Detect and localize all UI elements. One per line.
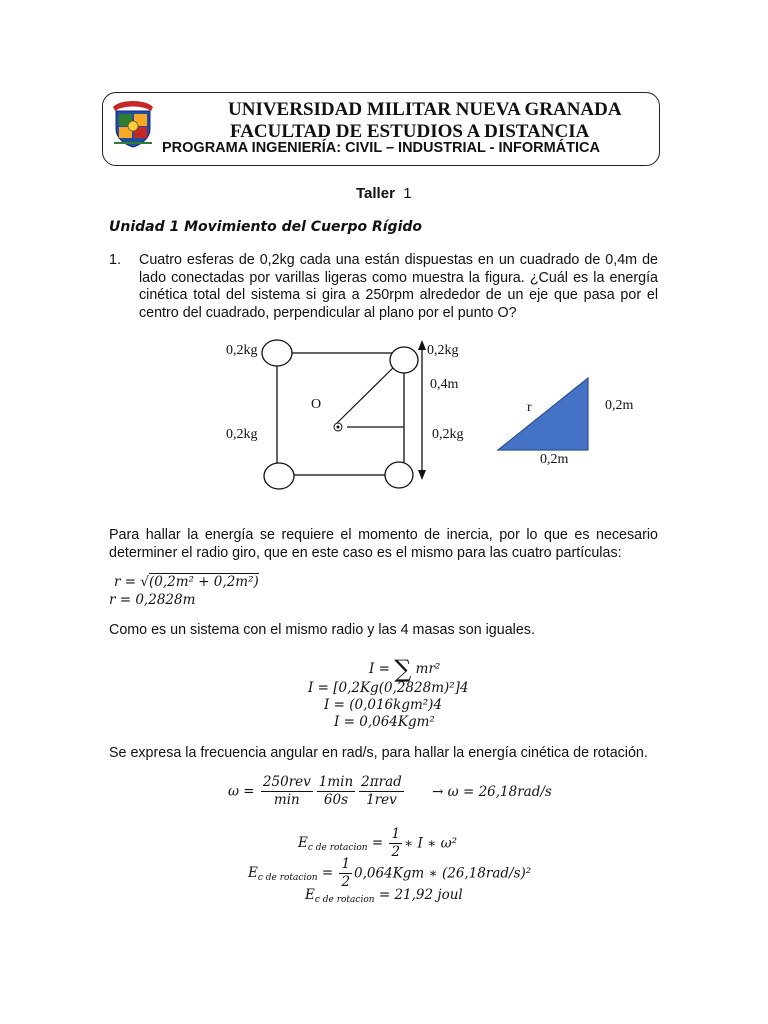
- ec-subscript: c de rotacion: [257, 872, 318, 883]
- half-denominator: 2: [341, 874, 351, 890]
- paragraph-inertia: Como es un sistema con el mismo radio y las 4 masas son iguales.: [109, 622, 535, 638]
- side-length-label: 0,4m: [430, 377, 459, 392]
- ec-symbol: E: [298, 834, 308, 851]
- radius-formula: [114, 574, 259, 590]
- kinetic-energy-result: [305, 887, 463, 905]
- inertia-definition-lhs: I =: [369, 661, 390, 677]
- inertia-definition-rhs: mr²: [415, 661, 441, 677]
- omega-f2-numerator: 1min: [318, 774, 354, 790]
- problem-statement: Cuatro esferas de 0,2kg cada una están dispuestas en un cuadrado de 0,4m de lado conectadas por varillas ligeras como muestra la figura. ¿Cuál es la energía cinética total del sistema si gira a 250rpm alrededor de un eje que pasa por el centro del cuadrado, perpendicular al plano por el punto O?: [139, 252, 658, 321]
- omega-fraction-1: [261, 774, 313, 809]
- taller-number: 1: [403, 185, 412, 202]
- triangle-height-label: 0,2m: [605, 398, 634, 413]
- taller-label: Taller: [356, 185, 395, 202]
- omega-f1-numerator: 250rev: [262, 774, 311, 790]
- ec-symbol: E: [305, 887, 315, 903]
- omega-fraction-3: [359, 774, 404, 809]
- mass-top-left: [262, 340, 292, 366]
- triangle-base-label: 0,2m: [540, 452, 569, 467]
- omega-f3-numerator: 2πrad: [361, 774, 402, 790]
- kinetic-energy-definition: $E_{c de rotacion}$ = $\frac{1}{2}$ ∗ I ∗ ω²: [298, 826, 458, 860]
- university-name: UNIVERSIDAD MILITAR NUEVA GRANADA: [228, 99, 622, 120]
- ec-result-rhs: = 21,92 joul: [378, 887, 463, 903]
- half-denominator: 2: [391, 844, 401, 860]
- omega-result: → ω = 26,18rad/s: [432, 783, 552, 800]
- ec-symbol: E: [248, 864, 258, 881]
- sqrt-icon: √: [140, 574, 149, 590]
- radius-formula-lhs: r =: [114, 574, 137, 590]
- taller-title: [356, 185, 412, 202]
- omega-equation: [228, 774, 552, 809]
- ec-subscript: c de rotacion: [307, 842, 368, 853]
- omega-f2-denominator: 60s: [323, 792, 349, 808]
- radius-value: r = 0,2828m: [109, 592, 196, 608]
- paragraph-radius: Para hallar la energía se requiere el momento de inercia, por lo que es necesario determiner el radio giro, que en este caso es el mismo para las cuatro partículas:: [109, 527, 658, 561]
- inertia-definition: [369, 655, 440, 683]
- omega-lhs: ω =: [228, 783, 255, 800]
- ec-substitution-rhs: 0,064Kgm ∗ (26,18rad/s)²: [354, 865, 532, 882]
- kinetic-energy-substitution: $E_{c de rotacion}$ = $\frac{1}{2}$ 0,064Kgm ∗ (26,18rad/s)²: [248, 856, 532, 890]
- faculty-name: FACULTAD DE ESTUDIOS A DISTANCIA: [230, 121, 590, 142]
- radius-formula-radicand: (0,2m² + 0,2m²): [148, 574, 259, 590]
- origin-label: O: [311, 397, 322, 412]
- triangle-hypotenuse-label: r: [527, 400, 532, 415]
- university-crest-icon: [110, 99, 156, 149]
- inertia-step-1: I = [0,2Kg(0,2828m)²]4: [308, 680, 469, 696]
- paragraph-omega: Se expresa la frecuencia angular en rad/s, para hallar la energía cinética de rotación.: [109, 745, 648, 761]
- half-fraction: [339, 856, 352, 891]
- mass-bottom-right: [385, 462, 413, 488]
- inertia-result: I = 0,064Kgm²: [334, 714, 435, 730]
- omega-fraction-2: [317, 774, 355, 809]
- half-numerator: 1: [341, 856, 351, 872]
- omega-f1-denominator: min: [273, 792, 300, 808]
- inertia-step-2: I = (0,016kgm²)4: [324, 697, 443, 713]
- ec-subscript: c de rotacion: [314, 895, 375, 905]
- mass-top-right: [390, 347, 418, 373]
- unit-title: Unidad 1 Movimiento del Cuerpo Rígido: [109, 219, 423, 235]
- mass-label-mid-left: 0,2kg: [226, 427, 258, 442]
- half-numerator: 1: [391, 826, 401, 842]
- mass-label-top-right: 0,2kg: [427, 343, 459, 358]
- mass-label-mid-right: 0,2kg: [432, 427, 464, 442]
- ec-definition-rhs: ∗ I ∗ ω²: [404, 835, 458, 852]
- summation-icon: ∑: [394, 655, 412, 683]
- problem-number: 1.: [109, 252, 121, 268]
- program-name: PROGRAMA INGENIERÍA: CIVIL – INDUSTRIAL - INFORMÁTICA: [162, 140, 600, 156]
- mass-label-top-left: 0,2kg: [226, 343, 258, 358]
- omega-f3-denominator: 1rev: [366, 792, 397, 808]
- square-mass-diagram: [260, 335, 440, 495]
- radius-triangle: [494, 374, 594, 454]
- mass-bottom-left: [264, 463, 294, 489]
